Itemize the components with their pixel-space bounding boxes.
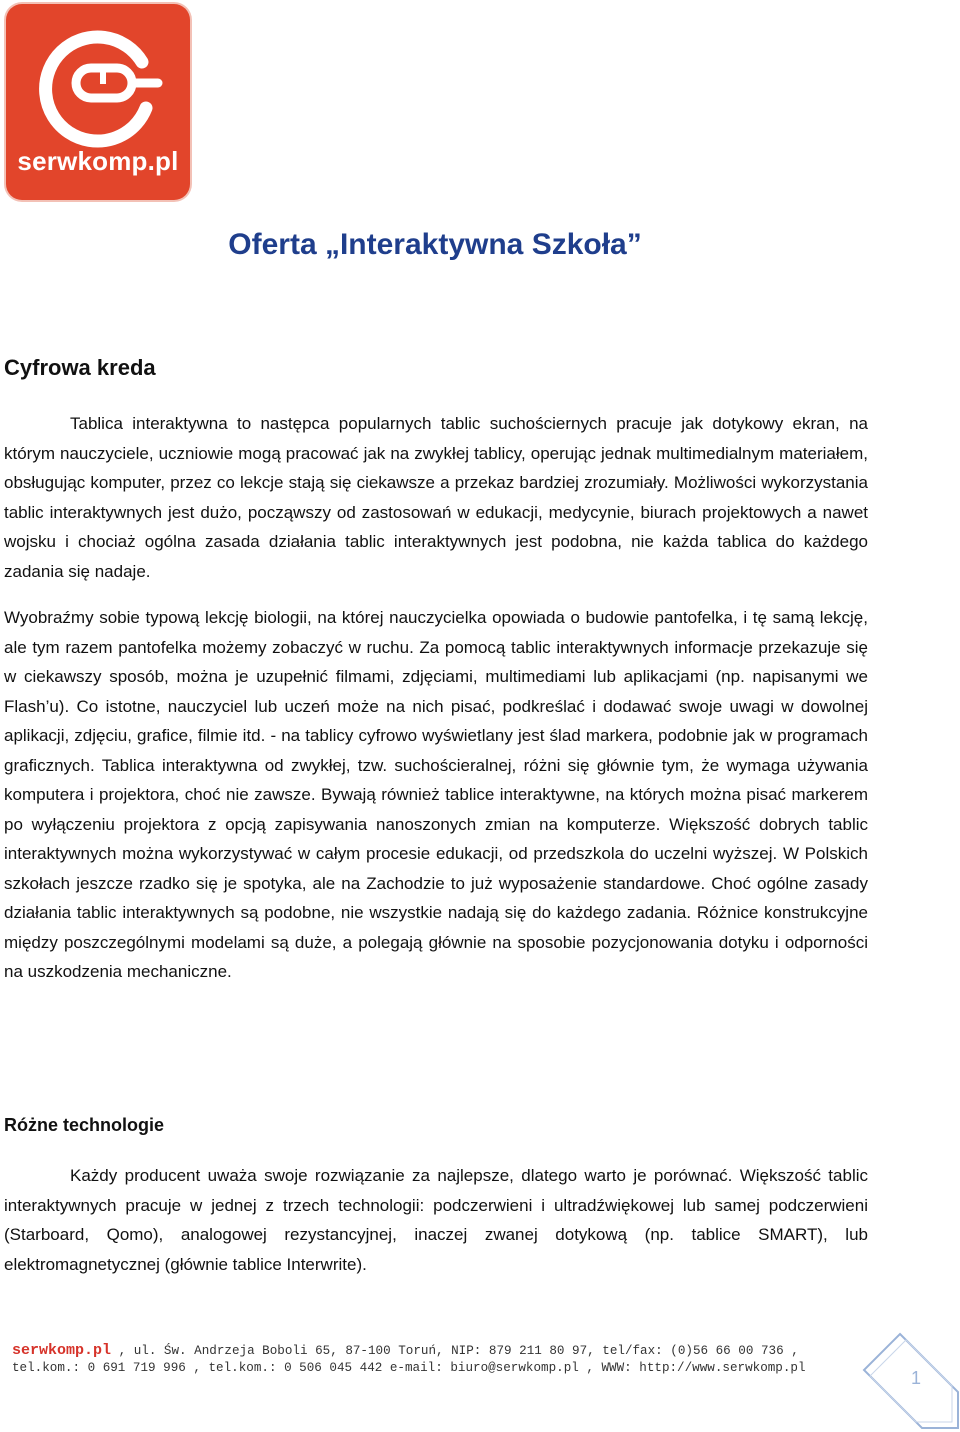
footer-line-1 — [12, 1342, 872, 1360]
company-logo — [6, 4, 190, 200]
page-number: 1 — [910, 1368, 921, 1388]
paragraph-cyfrowa-kreda-1: Tablica interaktywna to następca popularnych tablic suchościernych pracuje jak dotykowy ekran, na którym nauczyciele, uczniowie mogą pracować jak na zwykłej tablicy, operując jednak multimedialnym materiałem, obsługując komputer, przez co lekcje stają się ciekawsze a przekaz bardziej zrozumiały. Możliwości wykorzystania tablic interaktywnych jest dużo, począwszy od zastosowań w edukacji, medycynie, biurach projektowych a nawet wojsku i chociaż ogólna zasada działania tablic interaktywnych jest podobna, nie każda tablica do każdego zadania się nadaje. — [4, 414, 868, 581]
page-footer — [12, 1342, 872, 1377]
document-title: Oferta „Interaktywna Szkoła” — [228, 228, 642, 261]
paragraph-rozne-technologie-1: Każdy producent uważa swoje rozwiązanie za najlepsze, dlatego warto je porównać. Większość tablic interaktywnych pracuje w jednej z trzech technologii: podczerwieni i ultradźwiękowej lub samej podczerwieni (Starboard, Qomo), analogowej rezystancyjnej, inaczej zwanej dotykową (np. tablice SMART), lub elektromagnetycznej (głównie tablice Interwrite). — [4, 1166, 868, 1274]
footer-line-2: tel.kom.: 0 691 719 996 , tel.kom.: 0 506 045 442 e-mail: biuro@serwkomp.pl , WWW: http://www.serwkomp.pl — [12, 1361, 806, 1375]
section-heading-cyfrowa-kreda: Cyfrowa kreda — [4, 355, 156, 380]
footer-brand: serwkomp.pl — [12, 1342, 112, 1359]
paragraph-cyfrowa-kreda-2: Wyobraźmy sobie typową lekcję biologii, na której nauczycielka opowiada o budowie pantofelka, i tę samą lekcję, ale tym razem pantofelka możemy zobaczyć w ruchu. Za pomocą tablic interaktywnych informacje przekazuje się w ciekawszy sposób, można je uzupełnić filmami, zdjęciami, multimediami lub aplikacjami (np. napisanymi we Flash’u). Co istotne, nauczyciel lub uczeń może na nich pisać, podkreślać i dodawać swoje uwagi w dowolnej aplikacji, zdjęciu, grafice, filmie itd. - na tablicy cyfrowo wyświetlany jest ślad markera, podobnie jak w programach graficznych. Tablica interaktywna od zwykłej, tzw. suchościeralnej, różni się głównie tym, że wymaga używania komputera i projektora, choć nie zawsze. Bywają również tablice interaktywne, na których można pisać markerem po wyłączeniu projektora z opcją zapisywania nanoszonych zmian na komputerze. Większość dobrych tablic interaktywnych można wykorzystywać w całym procesie edukacji, od przedszkola do uczelni wyższej. W Polskich szkołach jeszcze rzadko się je spotyka, ale na Zachodzie to już wyposażenie standardowe. Choć ogólne zasady działania tablic interaktywnych są podobne, nie wszystkie nadają się do każdego zadania. Różnice konstrukcyjne między poszczególnymi modelami są duże, a polegają głównie na sposobie pozycjonowania dotyku i odporności na uszkodzenia mechaniczne. — [4, 608, 868, 981]
logo-text: serwkomp.pl — [17, 146, 179, 176]
footer-address: , ul. Św. Andrzeja Boboli 65, 87-100 Toruń, NIP: 879 211 80 97, tel/fax: (0)56 66 00 736 , — [111, 1344, 799, 1358]
section-heading-rozne-technologie: Różne technologie — [4, 1115, 165, 1135]
